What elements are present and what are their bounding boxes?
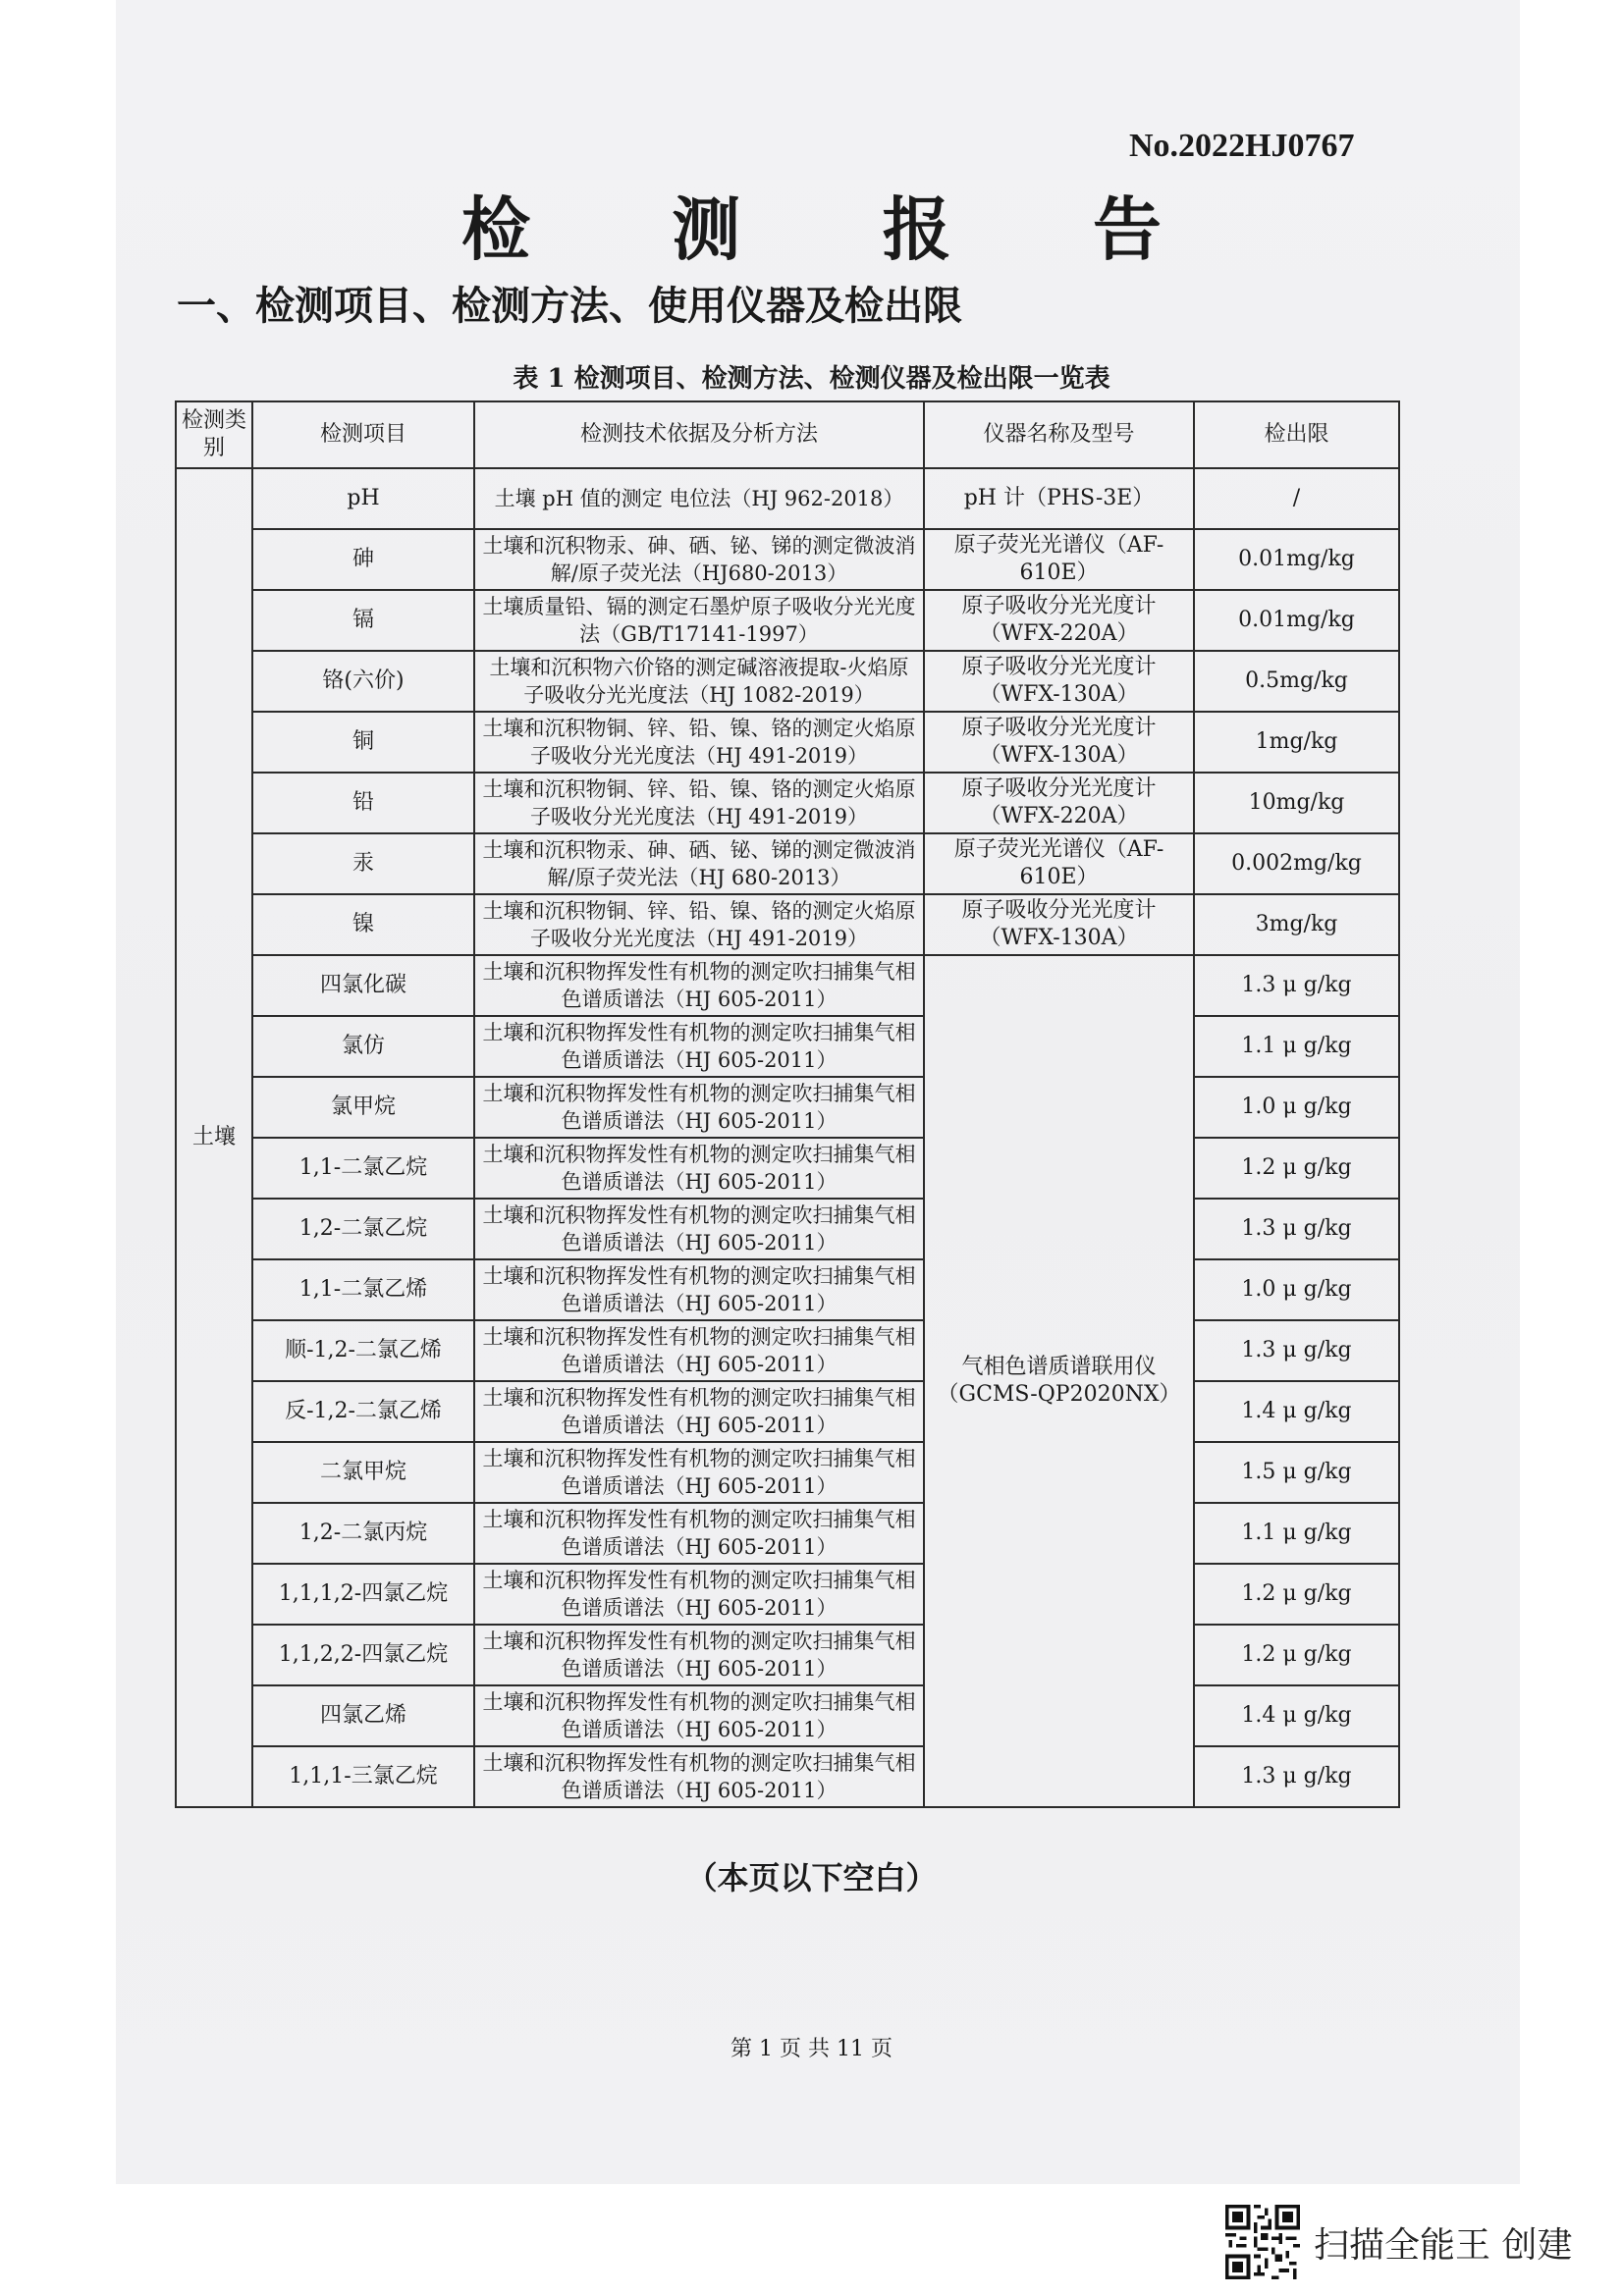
item-cell: 铜 <box>252 712 474 773</box>
table-row <box>176 894 1399 955</box>
item-cell: 汞 <box>252 833 474 894</box>
table-row <box>176 773 1399 833</box>
table-row <box>176 712 1399 773</box>
instrument-cell: 原子荧光光谱仪（AF-610E） <box>924 529 1194 590</box>
method-cell: 土壤和沉积物挥发性有机物的测定吹扫捕集气相色谱质谱法（HJ 605-2011） <box>474 1381 924 1442</box>
item-cell: 二氯甲烷 <box>252 1442 474 1503</box>
method-cell: 土壤和沉积物挥发性有机物的测定吹扫捕集气相色谱质谱法（HJ 605-2011） <box>474 1503 924 1564</box>
limit-cell: 1.4 μ g/kg <box>1194 1381 1399 1442</box>
limit-cell: 1.0 μ g/kg <box>1194 1259 1399 1320</box>
table-row <box>176 1746 1399 1807</box>
method-cell: 土壤和沉积物挥发性有机物的测定吹扫捕集气相色谱质谱法（HJ 605-2011） <box>474 1259 924 1320</box>
page-number: 第 1 页 共 11 页 <box>730 2037 893 2061</box>
header-method: 检测技术依据及分析方法 <box>474 401 924 468</box>
header-item: 检测项目 <box>252 401 474 468</box>
item-cell: pH <box>252 468 474 529</box>
item-cell: 氯仿 <box>252 1016 474 1077</box>
table-row <box>176 1625 1399 1685</box>
item-cell: 1,1,1,2-四氯乙烷 <box>252 1564 474 1625</box>
method-cell: 土壤和沉积物挥发性有机物的测定吹扫捕集气相色谱质谱法（HJ 605-2011） <box>474 1077 924 1138</box>
limit-cell: 1.0 μ g/kg <box>1194 1077 1399 1138</box>
item-cell: 反-1,2-二氯乙烯 <box>252 1381 474 1442</box>
limit-cell: 1.1 μ g/kg <box>1194 1016 1399 1077</box>
item-cell: 氯甲烷 <box>252 1077 474 1138</box>
item-cell: 四氯乙烯 <box>252 1685 474 1746</box>
blank-below-note: （本页以下空白） <box>685 1859 938 1896</box>
item-cell: 砷 <box>252 529 474 590</box>
instrument-cell: 原子吸收分光光度计（WFX-220A） <box>924 773 1194 833</box>
limit-cell: 1.3 μ g/kg <box>1194 1320 1399 1381</box>
method-cell: 土壤和沉积物挥发性有机物的测定吹扫捕集气相色谱质谱法（HJ 605-2011） <box>474 1564 924 1625</box>
limit-cell: 1mg/kg <box>1194 712 1399 773</box>
qr-code-icon <box>1225 2205 1300 2279</box>
table-row <box>176 651 1399 712</box>
item-cell: 1,1,2,2-四氯乙烷 <box>252 1625 474 1685</box>
method-cell: 土壤和沉积物挥发性有机物的测定吹扫捕集气相色谱质谱法（HJ 605-2011） <box>474 1016 924 1077</box>
limit-cell: 1.3 μ g/kg <box>1194 1746 1399 1807</box>
table-row <box>176 1016 1399 1077</box>
instrument-cell: 原子吸收分光光度计（WFX-220A） <box>924 590 1194 651</box>
method-cell: 土壤和沉积物铜、锌、铅、镍、铬的测定火焰原子吸收分光光度法（HJ 491-2019） <box>474 773 924 833</box>
item-cell: 镍 <box>252 894 474 955</box>
table-row <box>176 1259 1399 1320</box>
page-title: 检 测 报 告 <box>460 188 1221 270</box>
method-cell: 土壤和沉积物挥发性有机物的测定吹扫捕集气相色谱质谱法（HJ 605-2011） <box>474 1442 924 1503</box>
item-cell: 1,1,1-三氯乙烷 <box>252 1746 474 1807</box>
table-row <box>176 590 1399 651</box>
section-heading: 一、检测项目、检测方法、使用仪器及检出限 <box>177 283 962 329</box>
method-cell: 土壤和沉积物挥发性有机物的测定吹扫捕集气相色谱质谱法（HJ 605-2011） <box>474 955 924 1016</box>
limit-cell: 1.3 μ g/kg <box>1194 1199 1399 1259</box>
item-cell: 铬(六价) <box>252 651 474 712</box>
method-cell: 土壤和沉积物挥发性有机物的测定吹扫捕集气相色谱质谱法（HJ 605-2011） <box>474 1746 924 1807</box>
table-row <box>176 1077 1399 1138</box>
limit-cell: 3mg/kg <box>1194 894 1399 955</box>
limit-cell: 10mg/kg <box>1194 773 1399 833</box>
method-cell: 土壤和沉积物汞、砷、硒、铋、锑的测定微波消解/原子荧光法（HJ 680-2013） <box>474 833 924 894</box>
item-cell: 1,2-二氯乙烷 <box>252 1199 474 1259</box>
limit-cell: 1.2 μ g/kg <box>1194 1625 1399 1685</box>
limit-cell: 1.5 μ g/kg <box>1194 1442 1399 1503</box>
category-cell: 土壤 <box>176 468 252 1807</box>
limit-cell: 0.002mg/kg <box>1194 833 1399 894</box>
limit-cell: 1.3 μ g/kg <box>1194 955 1399 1016</box>
item-cell: 四氯化碳 <box>252 955 474 1016</box>
voc-instrument-cell: 气相色谱质谱联用仪（GCMS-QP2020NX） <box>924 955 1194 1807</box>
table-row <box>176 955 1399 1016</box>
instrument-cell: 原子吸收分光光度计（WFX-130A） <box>924 712 1194 773</box>
table-row <box>176 1320 1399 1381</box>
item-cell: 镉 <box>252 590 474 651</box>
item-cell: 铅 <box>252 773 474 833</box>
table-header-row <box>176 401 1399 468</box>
header-category: 检测类别 <box>176 401 252 468</box>
table-row <box>176 1564 1399 1625</box>
method-cell: 土壤和沉积物挥发性有机物的测定吹扫捕集气相色谱质谱法（HJ 605-2011） <box>474 1320 924 1381</box>
method-cell: 土壤和沉积物挥发性有机物的测定吹扫捕集气相色谱质谱法（HJ 605-2011） <box>474 1685 924 1746</box>
scanner-watermark-text: 扫描全能王 创建 <box>1314 2224 1573 2266</box>
instrument-cell: 原子吸收分光光度计（WFX-130A） <box>924 894 1194 955</box>
scanner-watermark <box>1225 2205 1572 2279</box>
header-limit: 检出限 <box>1194 401 1399 468</box>
limit-cell: 1.2 μ g/kg <box>1194 1564 1399 1625</box>
table-row <box>176 529 1399 590</box>
table-row <box>176 1138 1399 1199</box>
instrument-cell: 原子荧光光谱仪（AF-610E） <box>924 833 1194 894</box>
method-cell: 土壤和沉积物六价铬的测定碱溶液提取-火焰原子吸收分光光度法（HJ 1082-2019） <box>474 651 924 712</box>
table-row <box>176 1199 1399 1259</box>
method-cell: 土壤和沉积物挥发性有机物的测定吹扫捕集气相色谱质谱法（HJ 605-2011） <box>474 1625 924 1685</box>
method-cell: 土壤 pH 值的测定 电位法（HJ 962-2018） <box>474 468 924 529</box>
table-row <box>176 1685 1399 1746</box>
header-instrument: 仪器名称及型号 <box>924 401 1194 468</box>
method-cell: 土壤和沉积物汞、砷、硒、铋、锑的测定微波消解/原子荧光法（HJ680-2013） <box>474 529 924 590</box>
item-cell: 顺-1,2-二氯乙烯 <box>252 1320 474 1381</box>
method-cell: 土壤和沉积物铜、锌、铅、镍、铬的测定火焰原子吸收分光光度法（HJ 491-2019） <box>474 712 924 773</box>
method-cell: 土壤和沉积物挥发性有机物的测定吹扫捕集气相色谱质谱法（HJ 605-2011） <box>474 1138 924 1199</box>
item-cell: 1,1-二氯乙烷 <box>252 1138 474 1199</box>
limit-cell: / <box>1194 468 1399 529</box>
table-row <box>176 1381 1399 1442</box>
instrument-cell: 原子吸收分光光度计（WFX-130A） <box>924 651 1194 712</box>
report-number: No.2022HJ0767 <box>1129 128 1355 164</box>
limit-cell: 1.2 μ g/kg <box>1194 1138 1399 1199</box>
method-cell: 土壤质量铅、镉的测定石墨炉原子吸收分光光度法（GB/T17141-1997） <box>474 590 924 651</box>
table-caption: 表 1 检测项目、检测方法、检测仪器及检出限一览表 <box>513 364 1110 394</box>
limit-cell: 1.1 μ g/kg <box>1194 1503 1399 1564</box>
item-cell: 1,2-二氯丙烷 <box>252 1503 474 1564</box>
limit-cell: 0.5mg/kg <box>1194 651 1399 712</box>
limit-cell: 1.4 μ g/kg <box>1194 1685 1399 1746</box>
table-row <box>176 1442 1399 1503</box>
limit-cell: 0.01mg/kg <box>1194 590 1399 651</box>
limit-cell: 0.01mg/kg <box>1194 529 1399 590</box>
table-row <box>176 468 1399 529</box>
item-cell: 1,1-二氯乙烯 <box>252 1259 474 1320</box>
method-cell: 土壤和沉积物挥发性有机物的测定吹扫捕集气相色谱质谱法（HJ 605-2011） <box>474 1199 924 1259</box>
table-row <box>176 1503 1399 1564</box>
method-cell: 土壤和沉积物铜、锌、铅、镍、铬的测定火焰原子吸收分光光度法（HJ 491-2019） <box>474 894 924 955</box>
table-row <box>176 833 1399 894</box>
instrument-cell: pH 计（PHS-3E） <box>924 468 1194 529</box>
detection-table <box>175 400 1400 1808</box>
